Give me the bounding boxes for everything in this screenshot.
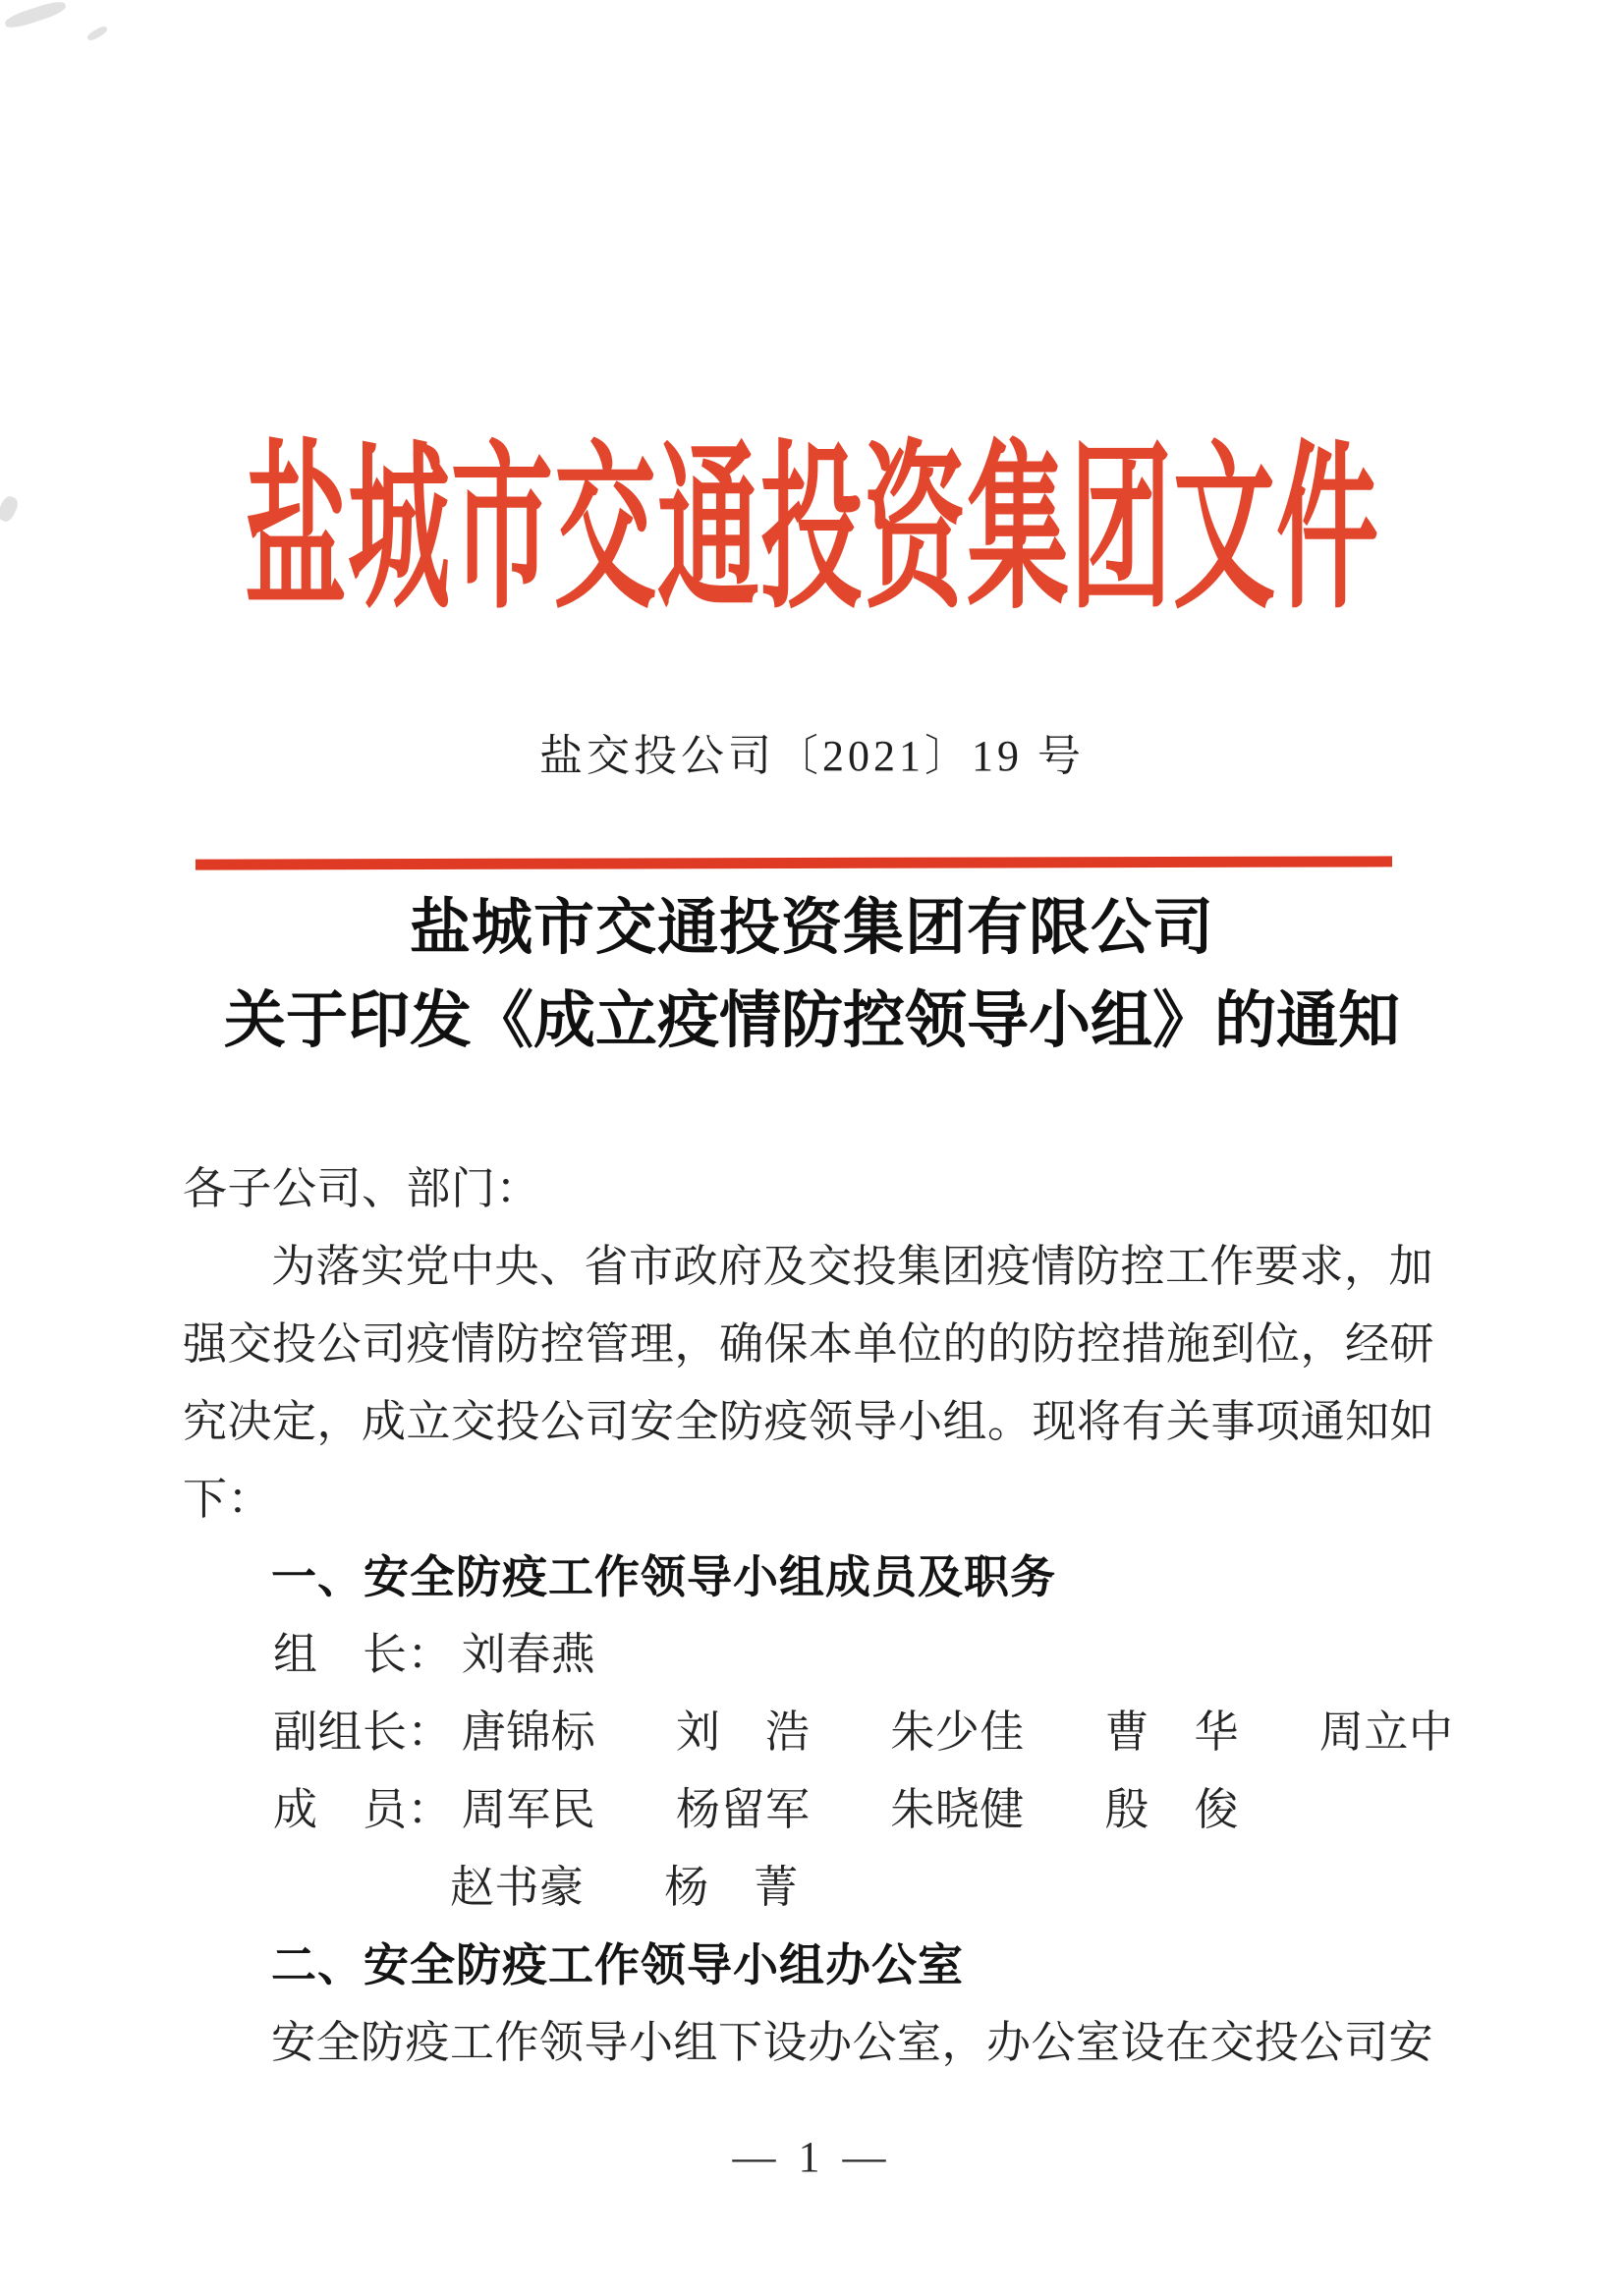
member-name: 杨留军 bbox=[676, 1785, 811, 1834]
role-label: 成 员： bbox=[273, 1785, 453, 1834]
member-name: 殷 俊 bbox=[1104, 1785, 1240, 1834]
member-name: 周立中 bbox=[1318, 1707, 1454, 1757]
doc-number: 盐交投公司〔2021〕19 号 bbox=[539, 732, 1085, 780]
letterhead bbox=[0, 431, 1624, 631]
role-row-members bbox=[183, 1771, 1441, 1849]
scan-artifact bbox=[85, 25, 108, 42]
page-number: — 1 — bbox=[732, 2133, 892, 2181]
notice-title-line2: 关于印发《成立疫情防控领导小组》的通知 bbox=[224, 986, 1400, 1055]
section2-text: 安全防疫工作领导小组下设办公室，办公室设在交投公司安 bbox=[271, 2018, 1434, 2067]
member-name: 杨 菁 bbox=[664, 1863, 799, 1912]
member-name: 唐锦标 bbox=[461, 1707, 596, 1757]
member-name: 朱少佳 bbox=[890, 1707, 1025, 1757]
paragraph-line: 强交投公司疫情防控管理，确保本单位的的防控措施到位，经研 bbox=[183, 1319, 1435, 1369]
role-label: 副组长： bbox=[273, 1707, 453, 1757]
paragraph-line: 为落实党中央、省市政府及交投集团疫情防控工作要求，加 bbox=[271, 1242, 1434, 1291]
member-name: 曹 华 bbox=[1104, 1707, 1240, 1757]
red-rule-divider bbox=[196, 856, 1392, 869]
member-name: 刘 浩 bbox=[676, 1707, 811, 1757]
salutation: 各子公司、部门： bbox=[183, 1164, 541, 1213]
paragraph-line: 下： bbox=[183, 1475, 273, 1524]
role-label: 组 长： bbox=[273, 1630, 453, 1679]
member-name: 朱晓健 bbox=[890, 1785, 1025, 1834]
section1-heading: 一、安全防疫工作领导小组成员及职务 bbox=[271, 1551, 1056, 1602]
letterhead-title: 盐城市交通投资集团文件 bbox=[244, 431, 1379, 631]
document-body bbox=[183, 1150, 1454, 2082]
member-name: 周军民 bbox=[461, 1785, 596, 1834]
scan-artifact bbox=[3, 0, 67, 31]
member-name: 刘春燕 bbox=[461, 1630, 596, 1679]
role-row-members-continued bbox=[183, 1849, 1441, 1927]
section2-heading: 二、安全防疫工作领导小组办公室 bbox=[271, 1939, 964, 1990]
paragraph-line: 究决定，成立交投公司安全防疫领导小组。现将有关事项通知如 bbox=[183, 1397, 1435, 1446]
role-row-deputy-leaders bbox=[183, 1694, 1454, 1771]
notice-title-line1: 盐城市交通投资集团有限公司 bbox=[409, 895, 1214, 962]
role-row-leader bbox=[183, 1616, 1441, 1694]
member-name: 赵书豪 bbox=[450, 1863, 585, 1912]
